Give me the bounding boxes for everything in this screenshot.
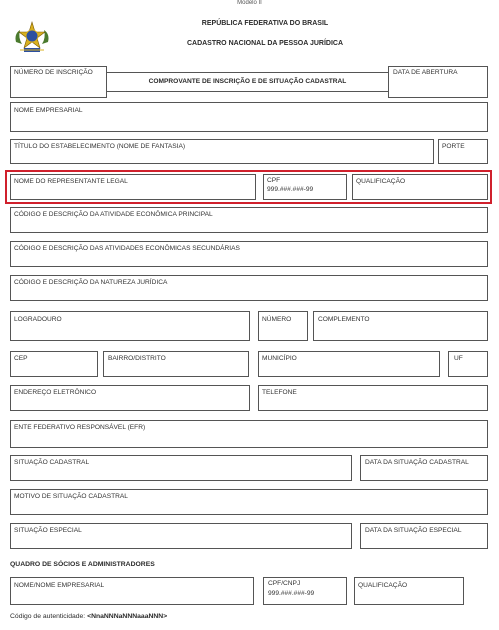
header-republic: REPÚBLICA FEDERATIVA DO BRASIL bbox=[201, 20, 329, 27]
motivo-situacao-label: MOTIVO DE SITUAÇÃO CADASTRAL bbox=[14, 493, 128, 500]
natureza-juridica-label: CÓDIGO E DESCRIÇÃO DA NATUREZA JURÍDICA bbox=[14, 279, 168, 286]
data-situacao-cadastral-label: DATA DA SITUAÇÃO CADASTRAL bbox=[365, 459, 469, 466]
porte-label: PORTE bbox=[442, 143, 465, 150]
situacao-cadastral-label: SITUAÇÃO CADASTRAL bbox=[14, 459, 90, 466]
data-situacao-especial-label: DATA DA SITUAÇÃO ESPECIAL bbox=[365, 527, 462, 534]
cep-label: CEP bbox=[14, 355, 28, 362]
efr-label: ENTE FEDERATIVO RESPONSÁVEL (EFR) bbox=[14, 424, 146, 431]
endereco-eletronico-label: ENDEREÇO ELETRÔNICO bbox=[14, 389, 97, 396]
telefone-label: TELEFONE bbox=[262, 389, 297, 396]
nome-representante-label: NOME DO REPRESENTANTE LEGAL bbox=[14, 178, 128, 185]
municipio-label: MUNICÍPIO bbox=[262, 355, 297, 362]
numero-inscricao-label: NÚMERO DE INSCRIÇÃO bbox=[14, 69, 93, 76]
titulo-estabelecimento-label: TÍTULO DO ESTABELECIMENTO (NOME DE FANTASIA) bbox=[14, 143, 186, 150]
authenticity-value: <NnaNNNaNNNaaaNNN> bbox=[87, 613, 168, 620]
qualificacao-label: QUALIFICAÇÃO bbox=[356, 178, 406, 185]
atividade-principal-label: CÓDIGO E DESCRIÇÃO DA ATIVIDADE ECONÔMICA PRINCIPAL bbox=[14, 211, 213, 218]
cpf-value: 999.###.###-99 bbox=[267, 186, 314, 193]
atividades-secundarias-label: CÓDIGO E DESCRIÇÃO DAS ATIVIDADES ECONÔMICAS SECUNDÁRIAS bbox=[14, 245, 240, 252]
situacao-especial-label: SITUAÇÃO ESPECIAL bbox=[14, 527, 82, 534]
cpf-label: CPF bbox=[267, 177, 281, 184]
authenticity-label: Código de autenticidade: bbox=[10, 613, 86, 620]
data-abertura-label: DATA DE ABERTURA bbox=[393, 69, 458, 76]
nome-empresarial-label: NOME EMPRESARIAL bbox=[14, 107, 83, 114]
authenticity-code bbox=[10, 613, 167, 620]
qsa-nome-label: NOME/NOME EMPRESARIAL bbox=[14, 582, 105, 589]
logradouro-label: LOGRADOURO bbox=[14, 316, 62, 323]
comprovante-title: COMPROVANTE DE INSCRIÇÃO E DE SITUAÇÃO CADASTRAL bbox=[148, 78, 347, 85]
complemento-label: COMPLEMENTO bbox=[318, 316, 370, 323]
qsa-qualificacao-label: QUALIFICAÇÃO bbox=[358, 582, 408, 589]
qsa-cpf-cnpj-value: 999.###.###-99 bbox=[268, 590, 315, 597]
bairro-label: BAIRRO/DISTRITO bbox=[108, 355, 166, 362]
model-label: Modelo II bbox=[237, 0, 262, 6]
qsa-cpf-cnpj-label: CPF/CNPJ bbox=[268, 580, 301, 587]
numero-label: NÚMERO bbox=[262, 316, 292, 323]
qsa-title: QUADRO DE SÓCIOS E ADMINISTRADORES bbox=[10, 561, 155, 568]
header-cnpj: CADASTRO NACIONAL DA PESSOA JURÍDICA bbox=[186, 40, 344, 47]
brazil-coat-of-arms-icon bbox=[12, 20, 52, 56]
uf-label: UF bbox=[454, 355, 463, 362]
